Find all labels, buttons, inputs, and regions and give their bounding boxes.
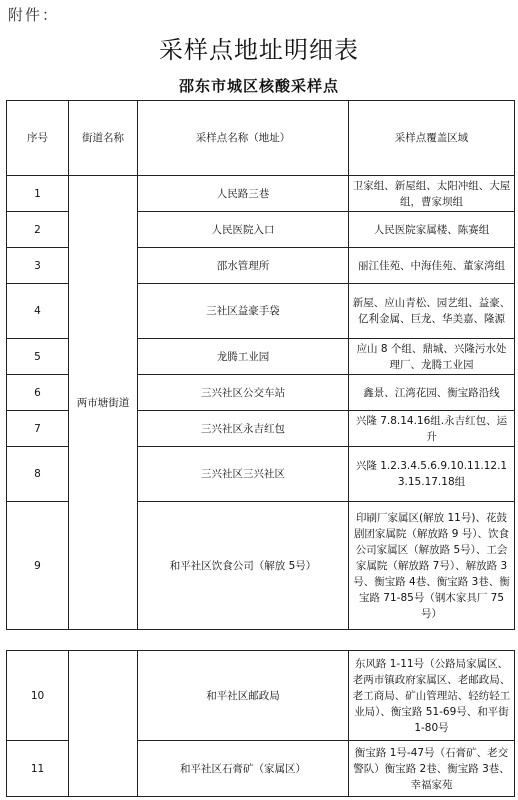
row-number: 7 — [7, 411, 69, 447]
row-number: 5 — [7, 339, 69, 375]
site-name: 邵水管理所 — [138, 248, 349, 284]
street-name-blank — [69, 651, 138, 797]
row-number: 11 — [7, 741, 69, 797]
coverage-area: 兴隆 7.8.14.16组.永吉红包、运升 — [349, 411, 515, 447]
header-site: 采样点名称（地址） — [138, 101, 349, 176]
street-name: 两市塘街道 — [69, 176, 138, 630]
row-number: 8 — [7, 447, 69, 502]
coverage-area: 东风路 1-11号（公路局家属区、老两市镇政府家属区、老邮政局、老工商局、矿山管理站、轻纺轻工业局）、衡宝路 51-69号、和平街 1-80号 — [349, 651, 515, 741]
site-name: 三兴社区公交车站 — [138, 375, 349, 411]
coverage-area: 丽江佳苑、中海佳苑、董家湾组 — [349, 248, 515, 284]
site-name: 和平社区邮政局 — [138, 651, 349, 741]
coverage-area: 兴隆 1.2.3.4.5.6.9.10.11.12.13.15.17.18组 — [349, 447, 515, 502]
coverage-area: 应山 8 个组、鼎城、兴隆污水处理厂、龙腾工业园 — [349, 339, 515, 375]
coverage-area: 卫家组、新屋组、太阳冲组、大屋组，曹家坝组 — [349, 176, 515, 212]
coverage-area: 印刷厂家属区(解放 11号)、花鼓剧团家属院（解放路 9 号）、饮食公司家属区（解放路 5号）、工会家属院（解放路 7号）、解放路 3号、衡宝路 4巷、衡宝路 3巷、衡宝路 71-85号（钢木家具厂 75号） — [349, 502, 515, 630]
row-number: 3 — [7, 248, 69, 284]
coverage-area: 新屋、应山青松、园艺组、益豪、亿利金属、巨龙、华美嘉、隆源 — [349, 284, 515, 339]
site-name: 三兴社区三兴社区 — [138, 447, 349, 502]
row-number: 9 — [7, 502, 69, 630]
table-row — [7, 176, 515, 212]
site-name: 三兴社区永吉红包 — [138, 411, 349, 447]
row-number: 2 — [7, 212, 69, 248]
header-area: 采样点覆盖区域 — [349, 101, 515, 176]
site-name: 人民医院入口 — [138, 212, 349, 248]
coverage-area: 人民医院家属楼、陈赛组 — [349, 212, 515, 248]
row-number: 10 — [7, 651, 69, 741]
page-title: 采样点地址明细表 — [159, 36, 359, 64]
row-number: 6 — [7, 375, 69, 411]
sampling-table-continued — [6, 650, 514, 797]
coverage-area: 衡宝路 1号-47号（石膏矿、老交警队）衡宝路 2巷、衡宝路 3巷、幸福家苑 — [349, 741, 515, 797]
site-name: 龙腾工业园 — [138, 339, 349, 375]
site-name: 和平社区饮食公司（解放 5号） — [138, 502, 349, 630]
page-subtitle: 邵东市城区核酸采样点 — [178, 77, 339, 95]
header-number: 序号 — [7, 101, 69, 176]
row-number: 4 — [7, 284, 69, 339]
row-number: 1 — [7, 176, 69, 212]
attachment-label: 附件： — [8, 6, 60, 24]
site-name: 人民路三巷 — [138, 176, 349, 212]
coverage-area: 鑫景、江湾花园、衡宝路沿线 — [349, 375, 515, 411]
sampling-table — [6, 100, 514, 630]
site-name: 三社区益豪手袋 — [138, 284, 349, 339]
table-row — [7, 651, 515, 741]
table-header-row — [7, 101, 515, 176]
site-name: 和平社区石膏矿（家属区） — [138, 741, 349, 797]
header-street: 街道名称 — [69, 101, 138, 176]
